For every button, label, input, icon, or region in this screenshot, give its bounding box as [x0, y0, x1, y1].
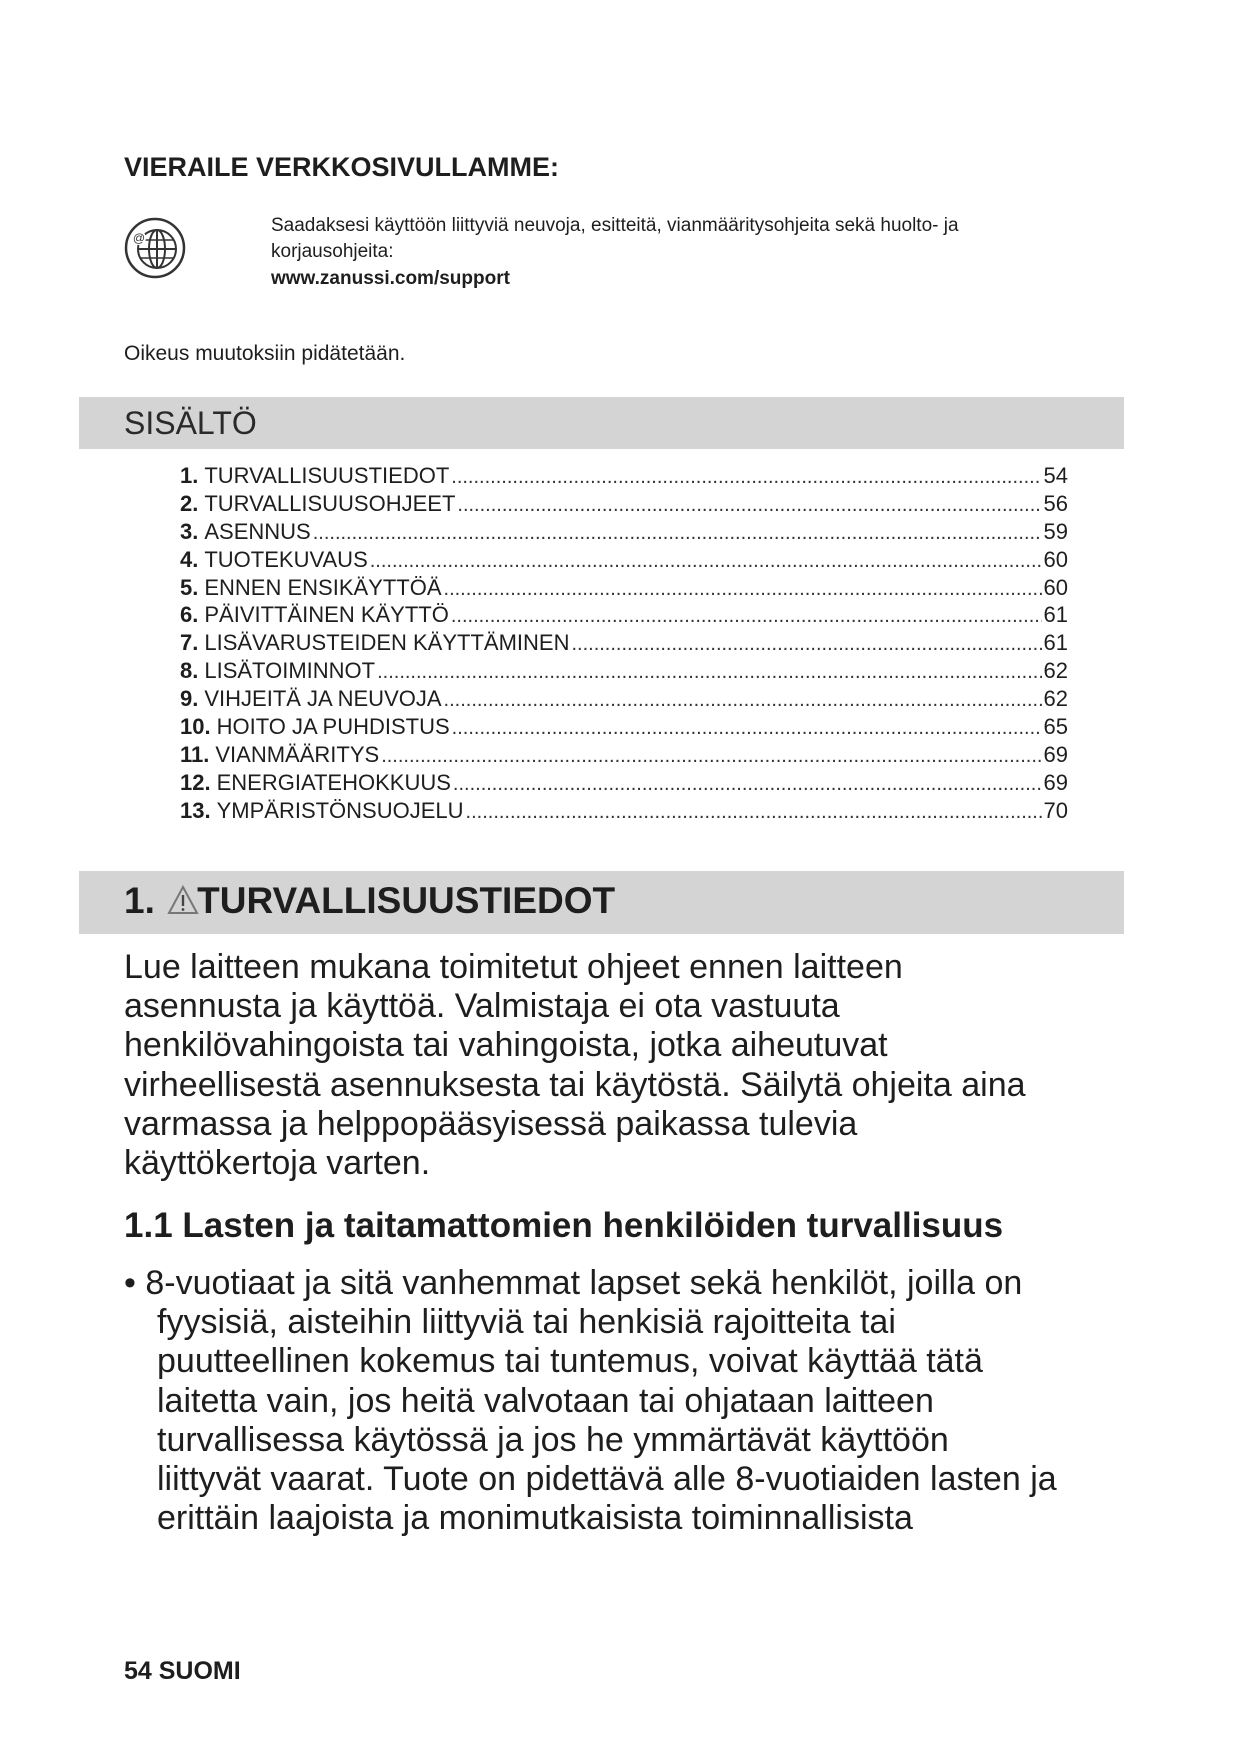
visit-website-heading: VIERAILE VERKKOSIVULLAMME:: [124, 152, 560, 182]
intro-line: henkilövahingoista tai vahingoista, jotka aiheutuvat: [124, 1026, 888, 1065]
toc-item[interactable]: [180, 574, 1068, 602]
bullet-line: puutteellinen kokemus tai tuntemus, voivat käyttää tätä: [157, 1342, 983, 1381]
bullet-item: [124, 1264, 1057, 1538]
toc-item-page: 70: [1043, 797, 1068, 823]
rights-notice: Oikeus muutoksiin pidätetään.: [124, 342, 406, 365]
toc-item-page: 59: [1043, 518, 1068, 544]
toc-item-label: LISÄTOIMINNOT: [204, 658, 376, 684]
toc-item-page: 60: [1043, 574, 1068, 600]
toc-leader-dots: [444, 685, 1042, 715]
toc-item-number: 1.: [180, 463, 199, 488]
toc-item-number: 5.: [180, 574, 199, 600]
toc-item-page: 56: [1043, 490, 1068, 516]
support-url-link[interactable]: www.zanussi.com/support: [271, 268, 510, 289]
bullet-line: • 8-vuotiaat ja sitä vanhemmat lapset sekä henkilöt, joilla on: [124, 1264, 1023, 1302]
toc-item-label: VIHJEITÄ JA NEUVOJA: [204, 686, 442, 712]
toc-item-number: 12.: [180, 769, 211, 795]
toc-leader-dots: [466, 797, 1042, 827]
toc-item[interactable]: [180, 713, 1068, 741]
toc-item[interactable]: [180, 546, 1068, 574]
toc-item-page: 62: [1043, 658, 1068, 684]
bullet-line: turvallisessa käytössä ja jos he ymmärtävät käyttöön: [157, 1420, 949, 1459]
toc-item-number: 8.: [180, 658, 199, 684]
toc-item-label: ASENNUS: [204, 518, 311, 544]
intro-paragraph: [124, 948, 1026, 1183]
toc-item-number: 13.: [180, 797, 211, 823]
bullet-line: liittyvät vaarat. Tuote on pidettävä alle 8-vuotiaiden lasten ja: [157, 1460, 1057, 1499]
toc-item-page: 61: [1043, 602, 1068, 628]
toc-item[interactable]: [180, 769, 1068, 797]
toc-leader-dots: [444, 574, 1042, 604]
table-of-contents: [180, 462, 1068, 825]
section-number: 1.: [124, 880, 155, 921]
toc-item-label: LISÄVARUSTEIDEN KÄYTTÄMINEN: [204, 630, 570, 656]
toc-item[interactable]: [180, 629, 1068, 657]
intro-line: Lue laitteen mukana toimitetut ohjeet ennen laitteen: [124, 948, 903, 986]
toc-item-number: 3.: [180, 518, 199, 544]
bullet-line: fyysisiä, aisteihin liittyviä tai henkisiä rajoitteita tai: [157, 1303, 896, 1342]
toc-leader-dots: [453, 769, 1042, 799]
toc-item-label: ENNEN ENSIKÄYTTÖÄ: [204, 574, 442, 600]
toc-item[interactable]: [180, 462, 1068, 490]
toc-item-number: 9.: [180, 686, 199, 712]
toc-item-page: 60: [1043, 546, 1068, 572]
section-title-text: TURVALLISUUSTIEDOT: [197, 880, 616, 921]
support-text-line: korjausohjeita:: [271, 241, 394, 262]
support-text-line: Saadaksesi käyttöön liittyviä neuvoja, esitteitä, vianmääritysohjeita sekä huolto- ja: [271, 215, 959, 236]
toc-leader-dots: [451, 601, 1042, 631]
intro-line: varmassa ja helppopääsyisessä paikassa tulevia: [124, 1104, 858, 1143]
toc-item-page: 54: [1043, 463, 1068, 488]
toc-item-number: 6.: [180, 602, 199, 628]
section-title: [124, 880, 615, 922]
toc-leader-dots: [571, 629, 1041, 659]
toc-item[interactable]: [180, 685, 1068, 713]
toc-item-label: PÄIVITTÄINEN KÄYTTÖ: [204, 602, 449, 628]
toc-leader-dots: [451, 462, 1041, 492]
toc-item-page: 62: [1043, 686, 1068, 712]
toc-item[interactable]: [180, 741, 1068, 769]
toc-title: SISÄLTÖ: [124, 405, 257, 441]
page-footer: 54 SUOMI: [124, 1657, 241, 1685]
toc-item-label: YMPÄRISTÖNSUOJELU: [216, 797, 464, 823]
toc-item[interactable]: [180, 657, 1068, 685]
intro-line: käyttökertoja varten.: [124, 1144, 431, 1183]
toc-item[interactable]: [180, 601, 1068, 629]
support-info: [271, 213, 959, 292]
intro-line: asennusta ja käyttöä. Valmistaja ei ota vastuuta: [124, 987, 840, 1026]
bullet-line: erittäin laajoista ja monimutkaisista toiminnallisista: [157, 1499, 913, 1538]
toc-item[interactable]: [180, 518, 1068, 546]
toc-item-label: TURVALLISUUSTIEDOT: [204, 463, 450, 488]
toc-item-label: TURVALLISUUSOHJEET: [204, 490, 456, 516]
svg-text:@: @: [132, 231, 146, 245]
toc-leader-dots: [313, 518, 1042, 548]
toc-leader-dots: [381, 741, 1041, 771]
toc-leader-dots: [377, 657, 1041, 687]
toc-item-label: ENERGIATEHOKKUUS: [216, 769, 451, 795]
globe-at-icon: [124, 216, 186, 280]
toc-item-number: 11.: [180, 741, 210, 767]
intro-line: virheellisestä asennuksesta tai käytöstä. Säilytä ohjeita aina: [124, 1065, 1026, 1104]
toc-item-page: 61: [1043, 630, 1068, 656]
subsection-title: 1.1 Lasten ja taitamattomien henkilöiden turvallisuus: [124, 1206, 1004, 1245]
warning-triangle-icon: [167, 885, 199, 915]
toc-leader-dots: [370, 546, 1042, 576]
toc-leader-dots: [452, 713, 1042, 743]
toc-item-number: 4.: [180, 546, 199, 572]
toc-item-number: 10.: [180, 714, 211, 740]
toc-item-number: 7.: [180, 630, 199, 656]
toc-item[interactable]: [180, 490, 1068, 518]
toc-leader-dots: [457, 490, 1041, 520]
bullet-line: laitetta vain, jos heitä valvotaan tai ohjataan laitteen: [157, 1381, 934, 1420]
toc-item-label: TUOTEKUVAUS: [204, 546, 368, 572]
toc-item-label: HOITO JA PUHDISTUS: [216, 714, 450, 740]
toc-item[interactable]: [180, 797, 1068, 825]
toc-item-page: 65: [1043, 714, 1068, 740]
toc-item-page: 69: [1043, 741, 1068, 767]
toc-item-label: VIANMÄÄRITYS: [215, 741, 380, 767]
toc-item-number: 2.: [180, 490, 199, 516]
toc-item-page: 69: [1043, 769, 1068, 795]
